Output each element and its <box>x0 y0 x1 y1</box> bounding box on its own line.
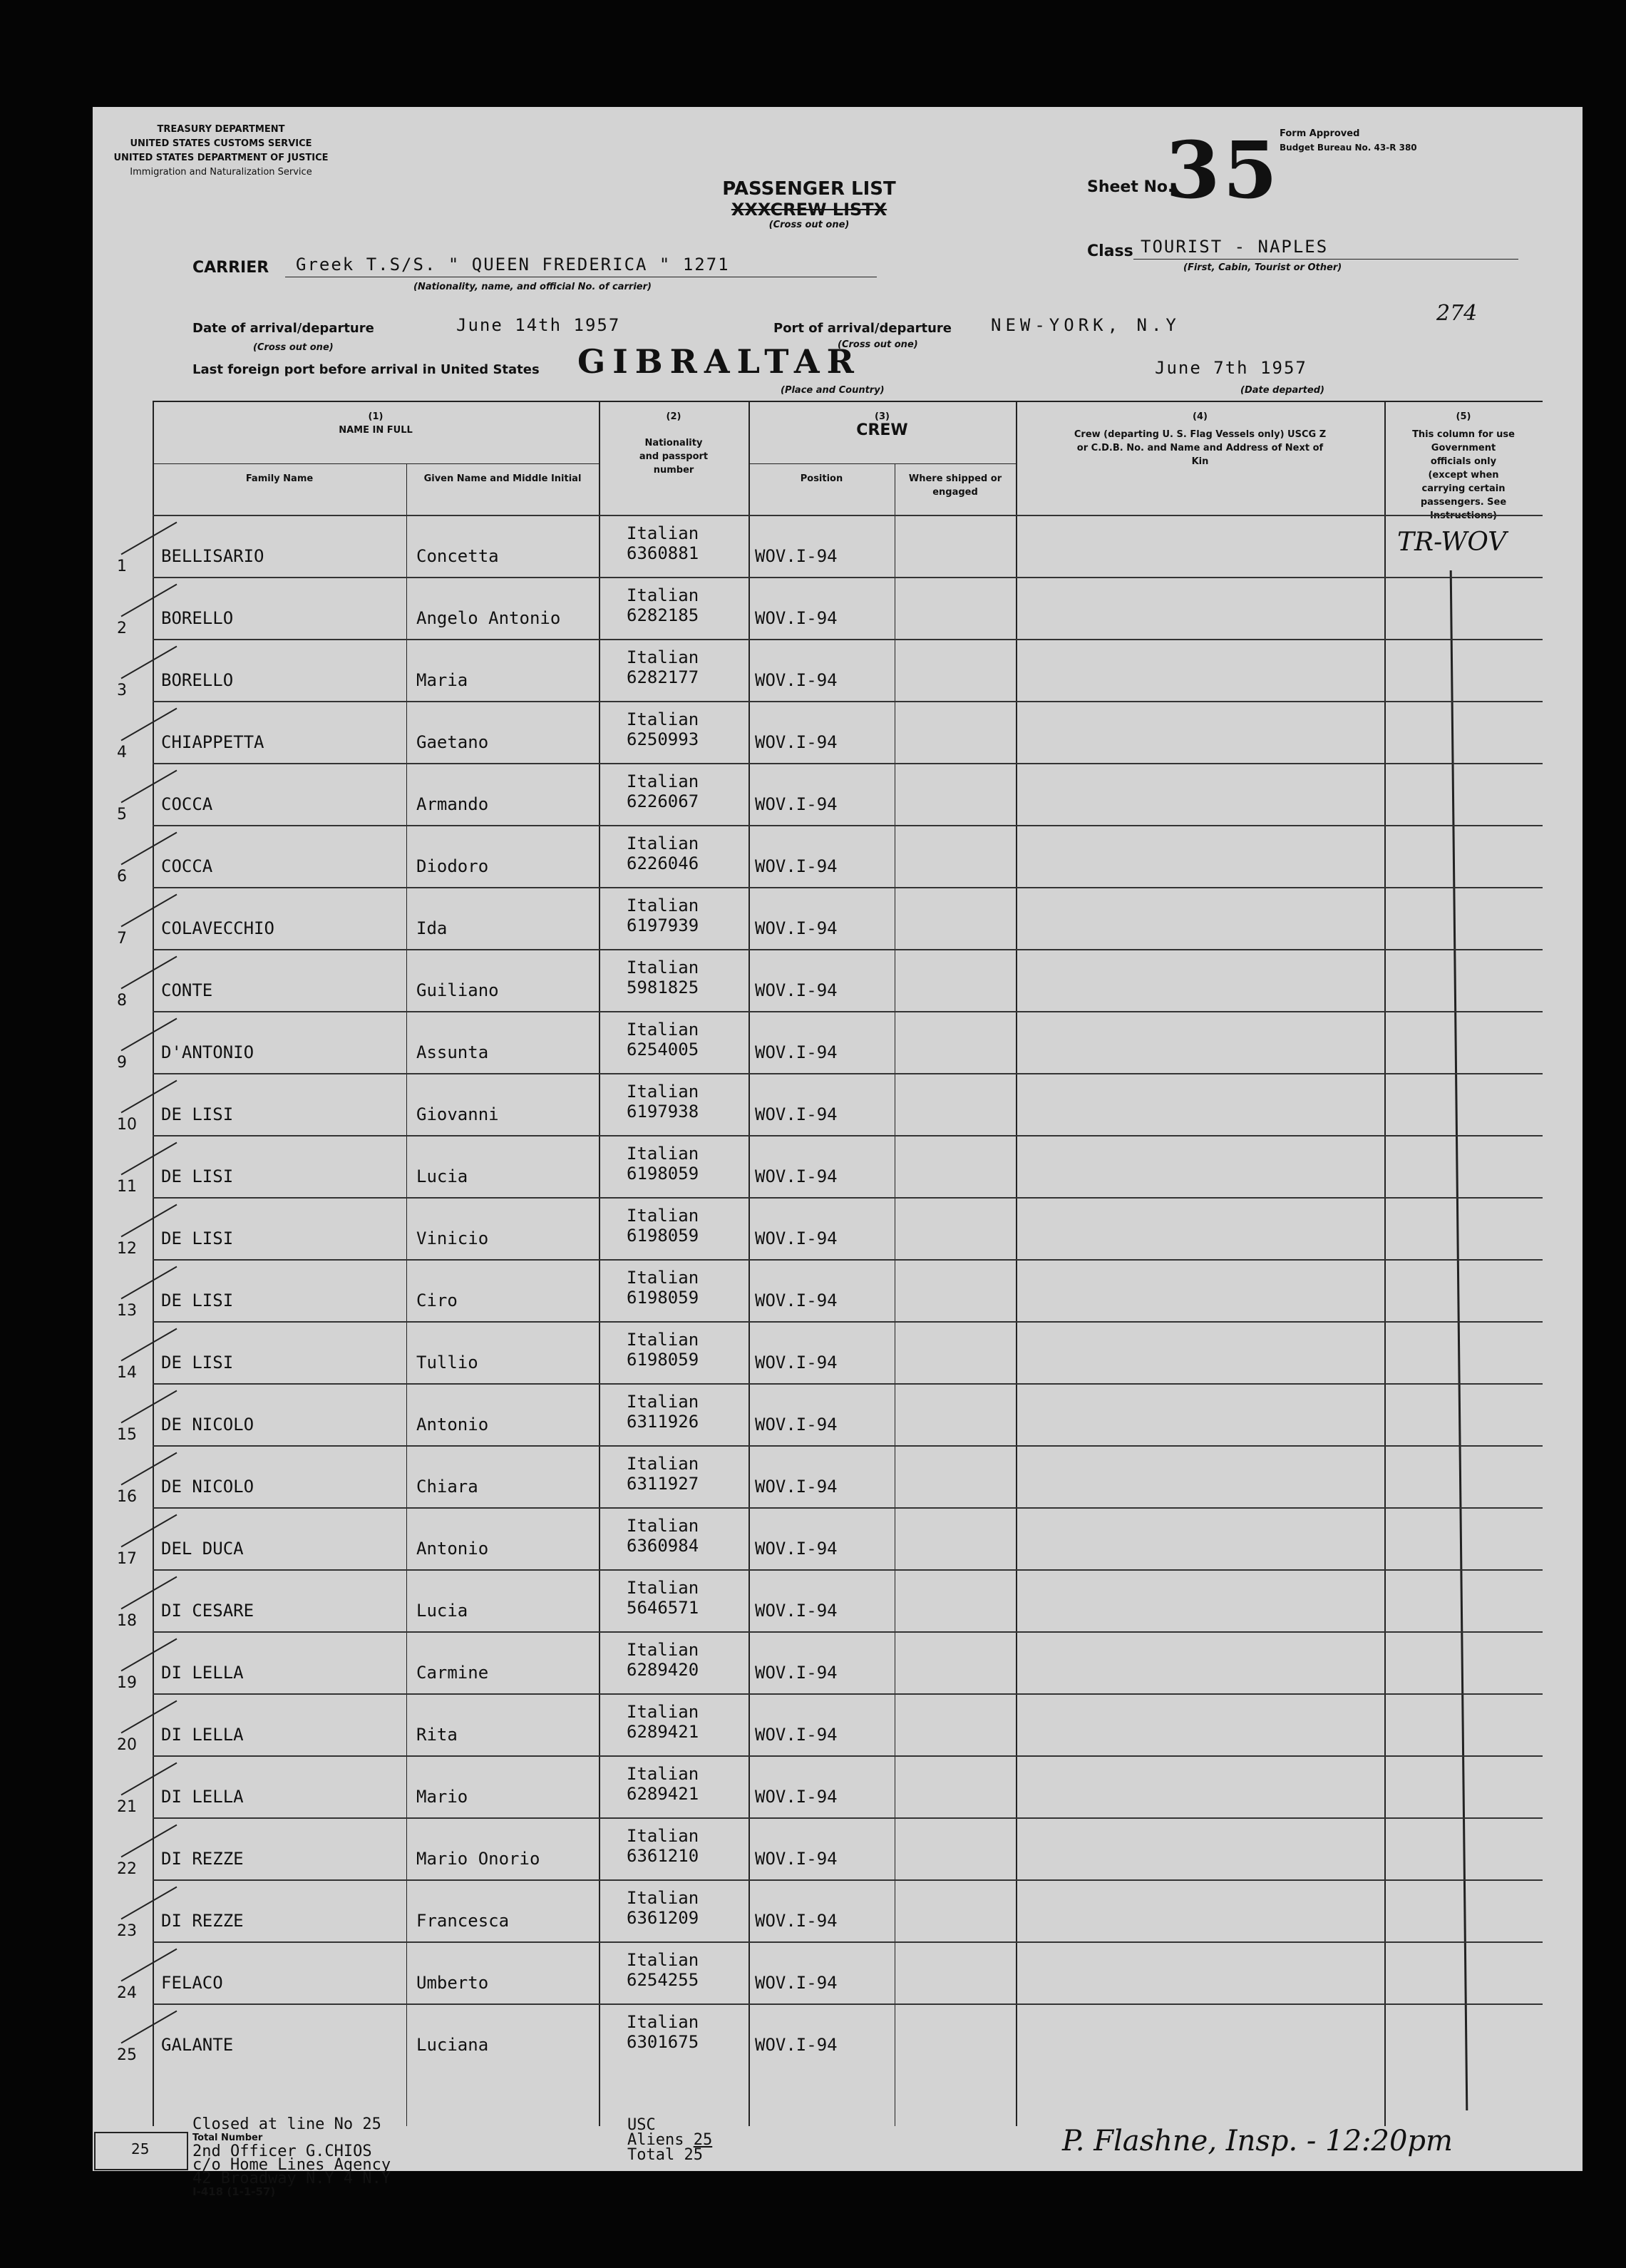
passport-number: 6198059 <box>627 1350 699 1370</box>
nationality: Italian <box>627 771 699 791</box>
given-name: Tullio <box>416 1353 478 1372</box>
position: WOV.I-94 <box>755 2035 838 2055</box>
family-name: DEL DUCA <box>161 1539 244 1559</box>
passport-number: 6289421 <box>627 1722 699 1742</box>
family-name: BORELLO <box>161 670 234 690</box>
table-row <box>117 1879 1543 1942</box>
line-number: 3 <box>117 682 127 699</box>
last-port-sub: (Place and Country) <box>781 385 885 396</box>
passport-number: 6301675 <box>627 2032 699 2052</box>
class-underline <box>1133 259 1518 260</box>
given-name-header: Given Name and Middle Initial <box>423 473 582 484</box>
family-name: DI REZZE <box>161 1849 244 1869</box>
nationality: Italian <box>627 1144 699 1164</box>
passport-number: 5646571 <box>627 1598 699 1618</box>
passport-number: 6197939 <box>627 915 699 935</box>
col5-number: (5) <box>1456 411 1471 422</box>
passport-number: 6254255 <box>627 1970 699 1990</box>
inspector-signature: P. Flashne, Insp. - 12:20pm <box>1062 2125 1453 2157</box>
last-port-label: Last foreign port before arrival in United States <box>192 362 540 377</box>
table-row <box>117 1693 1543 1756</box>
col3-title: CREW <box>856 421 908 439</box>
port-arrival-label: Port of arrival/departure <box>773 321 952 336</box>
line-number: 2 <box>117 620 127 637</box>
passport-number: 6311927 <box>627 1474 699 1494</box>
line-number: 21 <box>117 1798 137 1816</box>
nationality: Italian <box>627 1516 699 1536</box>
family-name: CHIAPPETTA <box>161 732 264 752</box>
nationality: Italian <box>627 896 699 915</box>
line-number: 9 <box>117 1054 127 1072</box>
official-annotation: TR-WOV <box>1397 528 1507 557</box>
given-name: Vinicio <box>416 1228 489 1248</box>
subhead-rule <box>153 463 599 464</box>
total-box-value: 25 <box>131 2140 150 2157</box>
position: WOV.I-94 <box>755 1353 838 1372</box>
table-row <box>117 701 1543 764</box>
cross-out-note-2: (Cross out one) <box>253 342 334 353</box>
given-name: Antonio <box>416 1415 489 1435</box>
line-number: 23 <box>117 1922 137 1940</box>
class-label: Class <box>1087 242 1133 260</box>
table-row <box>117 1941 1543 2004</box>
given-name: Gaetano <box>416 732 489 752</box>
nationality: Italian <box>627 1392 699 1412</box>
cross-out-note: (Cross out one) <box>768 220 850 230</box>
line-number: 25 <box>117 2046 137 2064</box>
sheet-label: Sheet No. <box>1087 178 1174 196</box>
nationality: Italian <box>627 1020 699 1040</box>
passport-number: 6254005 <box>627 1040 699 1059</box>
footer-block <box>192 2115 391 2199</box>
given-name: Chiara <box>416 1477 478 1497</box>
nationality: Italian <box>627 709 699 729</box>
table-row <box>117 1569 1543 1632</box>
passport-number: 6197938 <box>627 1102 699 1122</box>
family-name: BELLISARIO <box>161 546 264 566</box>
position: WOV.I-94 <box>755 856 838 876</box>
manifest-sheet <box>93 107 1583 2198</box>
col5-title: This column for use Government officials only (except when carrying certain passengers. See Instructions) <box>1412 429 1515 521</box>
date-departed-value: June 7th 1957 <box>1155 358 1307 378</box>
table-row <box>117 1135 1543 1198</box>
table-row <box>117 1631 1543 1694</box>
given-name: Diodoro <box>416 856 489 876</box>
col4-number: (4) <box>1193 411 1208 422</box>
agency-line-footer: c/o Home Lines Agency <box>192 2156 391 2174</box>
passport-number: 6289420 <box>627 1660 699 1680</box>
family-name-header: Family Name <box>245 473 314 484</box>
nationality: Italian <box>627 1206 699 1226</box>
list-title: PASSENGER LIST <box>722 178 896 200</box>
line-number: 22 <box>117 1860 137 1878</box>
position: WOV.I-94 <box>755 1228 838 1248</box>
position: WOV.I-94 <box>755 546 838 566</box>
passport-number: 6198059 <box>627 1226 699 1246</box>
family-name: DI CESARE <box>161 1601 254 1621</box>
table-row <box>117 1321 1543 1384</box>
position: WOV.I-94 <box>755 794 838 814</box>
position: WOV.I-94 <box>755 918 838 938</box>
passport-number: 6282185 <box>627 605 699 625</box>
table-row <box>117 1011 1543 1074</box>
nationality: Italian <box>627 1640 699 1660</box>
table-row <box>117 2003 1543 2066</box>
position: WOV.I-94 <box>755 1415 838 1435</box>
family-name: COCCA <box>161 856 213 876</box>
family-name: DE NICOLO <box>161 1415 254 1435</box>
stamp-number: 274 <box>1436 301 1478 326</box>
cross-out-note-3: (Cross out one) <box>838 339 918 350</box>
nationality: Italian <box>627 1578 699 1598</box>
given-name: Ciro <box>416 1290 458 1310</box>
col5-header <box>1384 410 1543 523</box>
position: WOV.I-94 <box>755 1104 838 1124</box>
table-row <box>117 1383 1543 1446</box>
passport-number: 6360881 <box>627 543 699 563</box>
aliens-label: Aliens <box>627 2131 684 2149</box>
passport-number: 6198059 <box>627 1288 699 1308</box>
family-name: DI REZZE <box>161 1911 244 1931</box>
passport-number: 6250993 <box>627 729 699 749</box>
given-name: Lucia <box>416 1166 468 1186</box>
col4-header <box>1016 410 1384 468</box>
family-name: DI LELLA <box>161 1663 244 1683</box>
position: WOV.I-94 <box>755 1042 838 1062</box>
nationality: Italian <box>627 958 699 978</box>
agency-line: Immigration and Naturalization Service <box>130 167 312 178</box>
family-name: FELACO <box>161 1973 223 1993</box>
given-name: Lucia <box>416 1601 468 1621</box>
given-name: Angelo Antonio <box>416 608 561 628</box>
line-number: 5 <box>117 806 127 823</box>
passport-number: 6361209 <box>627 1908 699 1928</box>
nationality: Italian <box>627 1082 699 1102</box>
date-arrival-label: Date of arrival/departure <box>192 321 374 336</box>
given-name: Mario <box>416 1787 468 1807</box>
given-name: Concetta <box>416 546 499 566</box>
position: WOV.I-94 <box>755 1601 838 1621</box>
passport-number: 6311926 <box>627 1412 699 1432</box>
passport-number: 6226067 <box>627 791 699 811</box>
list-title-block <box>702 178 916 230</box>
family-name: DI LELLA <box>161 1787 244 1807</box>
position: WOV.I-94 <box>755 732 838 752</box>
line-number: 13 <box>117 1302 137 1320</box>
aliens-value: 25 <box>693 2131 713 2149</box>
family-name: BORELLO <box>161 608 234 628</box>
passport-number: 5981825 <box>627 978 699 997</box>
nationality: Italian <box>627 523 699 543</box>
nationality: Italian <box>627 1888 699 1908</box>
nationality: Italian <box>627 1950 699 1970</box>
table-row <box>117 577 1543 640</box>
position: WOV.I-94 <box>755 980 838 1000</box>
subhead-rule <box>748 463 1016 464</box>
usc-label: USC <box>627 2116 656 2134</box>
family-name: COLAVECCHIO <box>161 918 274 938</box>
line-number: 16 <box>117 1488 137 1506</box>
given-name: Guiliano <box>416 980 499 1000</box>
family-name: DE LISI <box>161 1166 234 1186</box>
given-name: Mario Onorio <box>416 1849 540 1869</box>
family-name: DE LISI <box>161 1104 234 1124</box>
position: WOV.I-94 <box>755 1911 838 1931</box>
table-row <box>117 515 1543 578</box>
table-row <box>117 949 1543 1012</box>
family-name: DI LELLA <box>161 1725 244 1745</box>
port-arrival-value: NEW-YORK, N.Y <box>991 315 1180 335</box>
table-row <box>117 763 1543 826</box>
table-row <box>117 825 1543 888</box>
line-number: 8 <box>117 992 127 1010</box>
position: WOV.I-94 <box>755 1849 838 1869</box>
line-number: 15 <box>117 1426 137 1444</box>
table-row <box>117 1507 1543 1570</box>
position: WOV.I-94 <box>755 608 838 628</box>
family-name: DE LISI <box>161 1290 234 1310</box>
total-value: 25 <box>684 2146 703 2164</box>
carrier-label: CARRIER <box>192 259 269 277</box>
nationality: Italian <box>627 647 699 667</box>
line-number: 18 <box>117 1612 137 1630</box>
line-number: 7 <box>117 930 127 948</box>
given-name: Luciana <box>416 2035 489 2055</box>
table-row <box>117 887 1543 950</box>
total-number-label: Total Number <box>192 2133 263 2143</box>
line-number: 1 <box>117 558 127 575</box>
position-header: Position <box>800 473 843 484</box>
position: WOV.I-94 <box>755 1166 838 1186</box>
carrier-value: Greek T.S/S. " QUEEN FREDERICA " 1271 <box>296 255 730 274</box>
nationality: Italian <box>627 1826 699 1846</box>
passport-number: 6282177 <box>627 667 699 687</box>
agent-line: 2nd Officer G.CHIOS <box>192 2143 372 2160</box>
given-name: Ida <box>416 918 448 938</box>
position: WOV.I-94 <box>755 1973 838 1993</box>
total-label: Total <box>627 2146 675 2164</box>
agency-line: TREASURY DEPARTMENT <box>157 124 285 135</box>
nationality: Italian <box>627 1268 699 1288</box>
closed-at-line: Closed at line No 25 <box>192 2115 381 2133</box>
passport-number: 6361210 <box>627 1846 699 1866</box>
class-value: TOURIST - NAPLES <box>1141 237 1329 257</box>
given-name: Antonio <box>416 1539 489 1559</box>
total-box <box>94 2132 188 2170</box>
form-number: I-418 (1-1-57) <box>192 2185 276 2198</box>
sheet-number: 35 <box>1166 124 1281 216</box>
line-number: 19 <box>117 1674 137 1692</box>
line-number: 4 <box>117 744 127 761</box>
line-number: 10 <box>117 1116 137 1134</box>
position: WOV.I-94 <box>755 1725 838 1745</box>
nationality: Italian <box>627 833 699 853</box>
line-number: 12 <box>117 1240 137 1258</box>
family-name: D'ANTONIO <box>161 1042 254 1062</box>
table-row <box>117 1259 1543 1322</box>
family-name: DE LISI <box>161 1353 234 1372</box>
nationality: Italian <box>627 585 699 605</box>
family-name: CONTE <box>161 980 213 1000</box>
family-name: COCCA <box>161 794 213 814</box>
col2-title: Nationality and passport number <box>639 438 709 476</box>
col1-title: NAME IN FULL <box>339 425 413 436</box>
line-number: 6 <box>117 868 127 886</box>
passport-number: 6226046 <box>627 853 699 873</box>
line-number: 20 <box>117 1736 137 1754</box>
line-number: 14 <box>117 1364 137 1382</box>
where-header: Where shipped or engaged <box>908 473 1002 498</box>
date-departed-sub: (Date departed) <box>1240 385 1324 396</box>
given-name: Armando <box>416 794 489 814</box>
agency-line: UNITED STATES DEPARTMENT OF JUSTICE <box>113 153 329 163</box>
table-top-rule <box>153 401 1543 402</box>
position: WOV.I-94 <box>755 1539 838 1559</box>
budget-bureau: Budget Bureau No. 43-R 380 <box>1280 143 1417 153</box>
col1-header <box>153 410 599 437</box>
nationality: Italian <box>627 1454 699 1474</box>
table-row <box>117 1445 1543 1508</box>
table-row <box>117 1755 1543 1818</box>
carrier-sub: (Nationality, name, and official No. of carrier) <box>413 282 652 292</box>
form-approved: Form Approved <box>1280 128 1360 139</box>
col4-title: Crew (departing U. S. Flag Vessels only) USCG Z or C.D.B. No. and Name and Address of Next of Kin <box>1074 429 1327 467</box>
position: WOV.I-94 <box>755 1290 838 1310</box>
col3-header <box>748 410 1016 437</box>
counts-block <box>627 2118 712 2162</box>
position: WOV.I-94 <box>755 1477 838 1497</box>
line-number: 11 <box>117 1178 137 1196</box>
table-row <box>117 1817 1543 1880</box>
agency-line: UNITED STATES CUSTOMS SERVICE <box>130 138 312 149</box>
passport-number: 6198059 <box>627 1164 699 1184</box>
last-port-value: GIBRALTAR <box>577 342 861 381</box>
nationality: Italian <box>627 1702 699 1722</box>
col1-number: (1) <box>368 411 384 422</box>
col2-number: (2) <box>666 411 681 422</box>
address-line: 42 Broadway N.Y 4 N.Y <box>192 2170 391 2187</box>
given-name: Assunta <box>416 1042 489 1062</box>
given-name: Maria <box>416 670 468 690</box>
agency-block <box>93 123 349 180</box>
given-name: Umberto <box>416 1973 489 1993</box>
given-name: Carmine <box>416 1663 489 1683</box>
table-row <box>117 1073 1543 1136</box>
passport-number: 6289421 <box>627 1784 699 1804</box>
date-arrival-value: June 14th 1957 <box>456 315 621 335</box>
family-name: DE LISI <box>161 1228 234 1248</box>
passport-number: 6360984 <box>627 1536 699 1556</box>
class-sub: (First, Cabin, Tourist or Other) <box>1183 262 1342 273</box>
given-name: Rita <box>416 1725 458 1745</box>
position: WOV.I-94 <box>755 1787 838 1807</box>
list-title-crossed: XXXCREW LISTX <box>731 200 887 220</box>
col2-header <box>599 410 748 477</box>
given-name: Francesca <box>416 1911 510 1931</box>
nationality: Italian <box>627 1330 699 1350</box>
table-row <box>117 1197 1543 1260</box>
nationality: Italian <box>627 2012 699 2032</box>
family-name: DE NICOLO <box>161 1477 254 1497</box>
table-row <box>117 639 1543 702</box>
nationality: Italian <box>627 1764 699 1784</box>
line-number: 17 <box>117 1550 137 1568</box>
position: WOV.I-94 <box>755 670 838 690</box>
line-number: 24 <box>117 1984 137 2002</box>
position: WOV.I-94 <box>755 1663 838 1683</box>
family-name: GALANTE <box>161 2035 234 2055</box>
col3-number: (3) <box>875 411 890 422</box>
given-name: Giovanni <box>416 1104 499 1124</box>
